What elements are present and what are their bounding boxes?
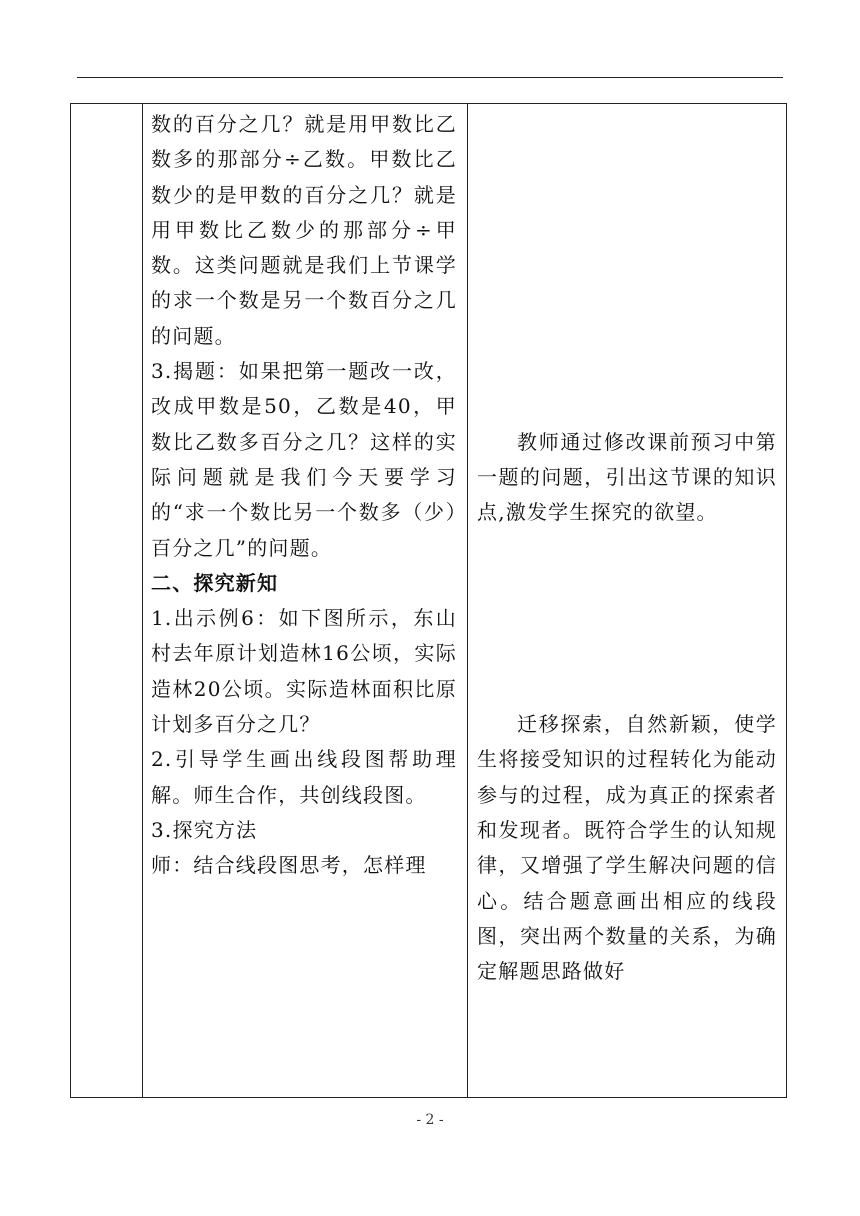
process-paragraph-line-diagram: 2.引导学生画出线段图帮助理解。师生合作，共创线段图。	[151, 747, 457, 807]
page-number: - 2 -	[416, 1112, 444, 1128]
section-heading-explore: 二、探究新知	[151, 570, 279, 595]
lesson-plan-table	[70, 103, 787, 1098]
design-intent-cell	[468, 104, 787, 1098]
intent-paragraph-explore: 迁移探索，自然新颖，使学生将接受知识的过程转化为能动参与的过程，成为真正的探索者和发现者。既符合学生的认知规律，又增强了学生解决问题的信心。结合题意画出相应的线段图，突出两个数量的关系，为确定解题思路做好	[477, 712, 777, 984]
process-paragraph-method: 3.探究方法	[151, 817, 258, 842]
table-row	[71, 104, 787, 1098]
header-rule	[77, 77, 783, 78]
intent-paragraph-topic: 教师通过修改课前预习中第一题的问题，引出这节课的知识点,激发学生探究的欲望。	[477, 429, 777, 525]
teaching-process-cell	[143, 104, 468, 1098]
process-paragraph-comparison: 数的百分之几？就是用甲数比乙数多的那部分÷乙数。甲数比乙数少的是甲数的百分之几？就是用甲数比乙数少的那部分÷甲数。这类问题就是我们上节课学的求一个数是另一个数百分之几的问题。	[151, 112, 457, 348]
section-label-cell	[71, 104, 143, 1098]
process-paragraph-reveal-topic: 3.揭题：如果把第一题改一改，改成甲数是50，乙数是40，甲数比乙数多百分之几？这样的实际问题就是我们今天要学习的“求一个数比另一个数多（少）百分之几”的问题。	[151, 359, 457, 560]
process-paragraph-example-6: 1.出示例6：如下图所示，东山村去年原计划造林16公顷，实际造林20公顷。实际造林面积比原计划多百分之几？	[151, 606, 457, 737]
process-paragraph-teacher-question: 师：结合线段图思考，怎样理	[151, 853, 427, 878]
